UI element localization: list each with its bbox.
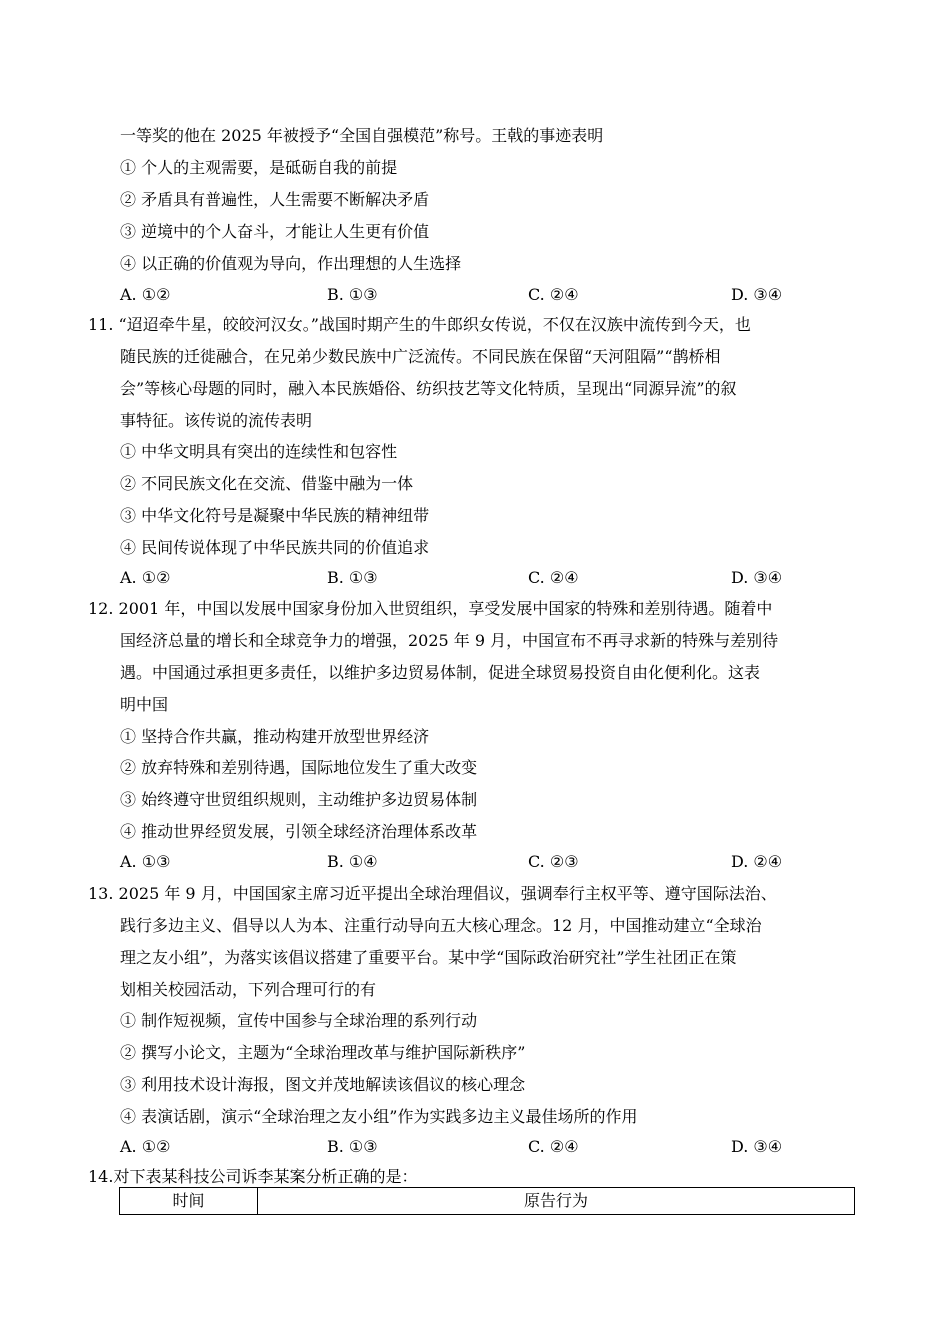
q12-option-b: B. ①④ — [327, 852, 378, 871]
q11-stem-line-1: 11. “迢迢牵牛星，皎皎河汉女。”战国时期产生的牛郎织女传说，不仅在汉族中流传到今天，也 — [88, 315, 751, 334]
q12-stem-line-3: 遇。中国通过承担更多责任，以维护多边贸易体制，促进全球贸易投资自由化便利化。这表 — [120, 663, 761, 682]
q12-statement-3: ③ 始终遵守世贸组织规则，主动维护多边贸易体制 — [120, 790, 478, 809]
q10-stem-end: 一等奖的他在 2025 年被授予“全国自强模范”称号。王戟的事迹表明 — [120, 126, 604, 145]
q14-table-header — [119, 1187, 855, 1215]
q13-stem-line-2: 践行多边主义、倡导以人为本、注重行动导向五大核心理念。12 月，中国推动建立“全球治 — [120, 916, 762, 935]
q13-statement-2: ② 撰写小论文，主题为“全球治理改革与维护国际新秩序” — [120, 1043, 526, 1062]
q14-stem: 14.对下表某科技公司诉李某案分析正确的是： — [88, 1167, 418, 1186]
table-header-time: 时间 — [120, 1188, 258, 1214]
q11-option-d: D. ③④ — [731, 568, 783, 587]
q13-statement-3: ③ 利用技术设计海报，图文并茂地解读该倡议的核心理念 — [120, 1075, 526, 1094]
q13-option-d: D. ③④ — [731, 1137, 783, 1156]
q13-stem-line-1: 13. 2025 年 9 月，中国国家主席习近平提出全球治理倡议，强调奉行主权平等、遵守国际法治、 — [88, 884, 777, 903]
q10-statement-4: ④ 以正确的价值观为导向，作出理想的人生选择 — [120, 254, 462, 273]
q10-option-a: A. ①② — [120, 285, 171, 304]
q11-stem-line-4: 事特征。该传说的流传表明 — [120, 411, 313, 430]
q10-option-b: B. ①③ — [327, 285, 378, 304]
q10-option-d: D. ③④ — [731, 285, 783, 304]
table-header-plaintiff-action: 原告行为 — [523, 1191, 588, 1210]
q12-stem-line-2: 国经济总量的增长和全球竞争力的增强，2025 年 9 月，中国宣布不再寻求新的特殊与差别待 — [120, 631, 779, 650]
q12-statement-1: ① 坚持合作共赢，推动构建开放型世界经济 — [120, 727, 430, 746]
q13-stem-line-4: 划相关校园活动，下列合理可行的有 — [120, 980, 377, 999]
q12-option-a: A. ①③ — [120, 852, 171, 871]
q10-statement-3: ③ 逆境中的个人奋斗，才能让人生更有价值 — [120, 222, 430, 241]
q11-statement-3: ③ 中华文化符号是凝聚中华民族的精神纽带 — [120, 506, 430, 525]
q10-option-c: C. ②④ — [528, 285, 579, 304]
q12-statement-2: ② 放弃特殊和差别待遇，国际地位发生了重大改变 — [120, 758, 478, 777]
q13-option-a: A. ①② — [120, 1137, 171, 1156]
q12-stem-line-1: 12. 2001 年，中国以发展中国家身份加入世贸组织，享受发展中国家的特殊和差别待遇。随着中 — [88, 599, 773, 618]
q11-option-c: C. ②④ — [528, 568, 579, 587]
q11-option-a: A. ①② — [120, 568, 171, 587]
q11-stem-line-2: 随民族的迁徙融合，在兄弟少数民族中广泛流传。不同民族在保留“天河阻隔”“鹊桥相 — [120, 347, 721, 366]
q12-option-d: D. ②④ — [731, 852, 783, 871]
q11-statement-2: ② 不同民族文化在交流、借鉴中融为一体 — [120, 474, 414, 493]
q11-statement-4: ④ 民间传说体现了中华民族共同的价值追求 — [120, 538, 430, 557]
q10-statement-1: ① 个人的主观需要，是砥砺自我的前提 — [120, 158, 398, 177]
q11-option-b: B. ①③ — [327, 568, 378, 587]
q11-stem-line-3: 会”等核心母题的同时，融入本民族婚俗、纺织技艺等文化特质，呈现出“同源异流”的叙 — [120, 379, 737, 398]
q10-statement-2: ② 矛盾具有普遍性，人生需要不断解决矛盾 — [120, 190, 430, 209]
q13-option-b: B. ①③ — [327, 1137, 378, 1156]
q12-statement-4: ④ 推动世界经贸发展，引领全球经济治理体系改革 — [120, 822, 478, 841]
q13-statement-4: ④ 表演话剧，演示“全球治理之友小组”作为实践多边主义最佳场所的作用 — [120, 1107, 638, 1126]
q12-option-c: C. ②③ — [528, 852, 579, 871]
q13-stem-line-3: 理之友小组”，为落实该倡议搭建了重要平台。某中学“国际政治研究社”学生社团正在策 — [120, 948, 737, 967]
q13-option-c: C. ②④ — [528, 1137, 579, 1156]
q13-statement-1: ① 制作短视频，宣传中国参与全球治理的系列行动 — [120, 1011, 478, 1030]
q11-statement-1: ① 中华文明具有突出的连续性和包容性 — [120, 442, 398, 461]
q12-stem-line-4: 明中国 — [120, 695, 169, 714]
